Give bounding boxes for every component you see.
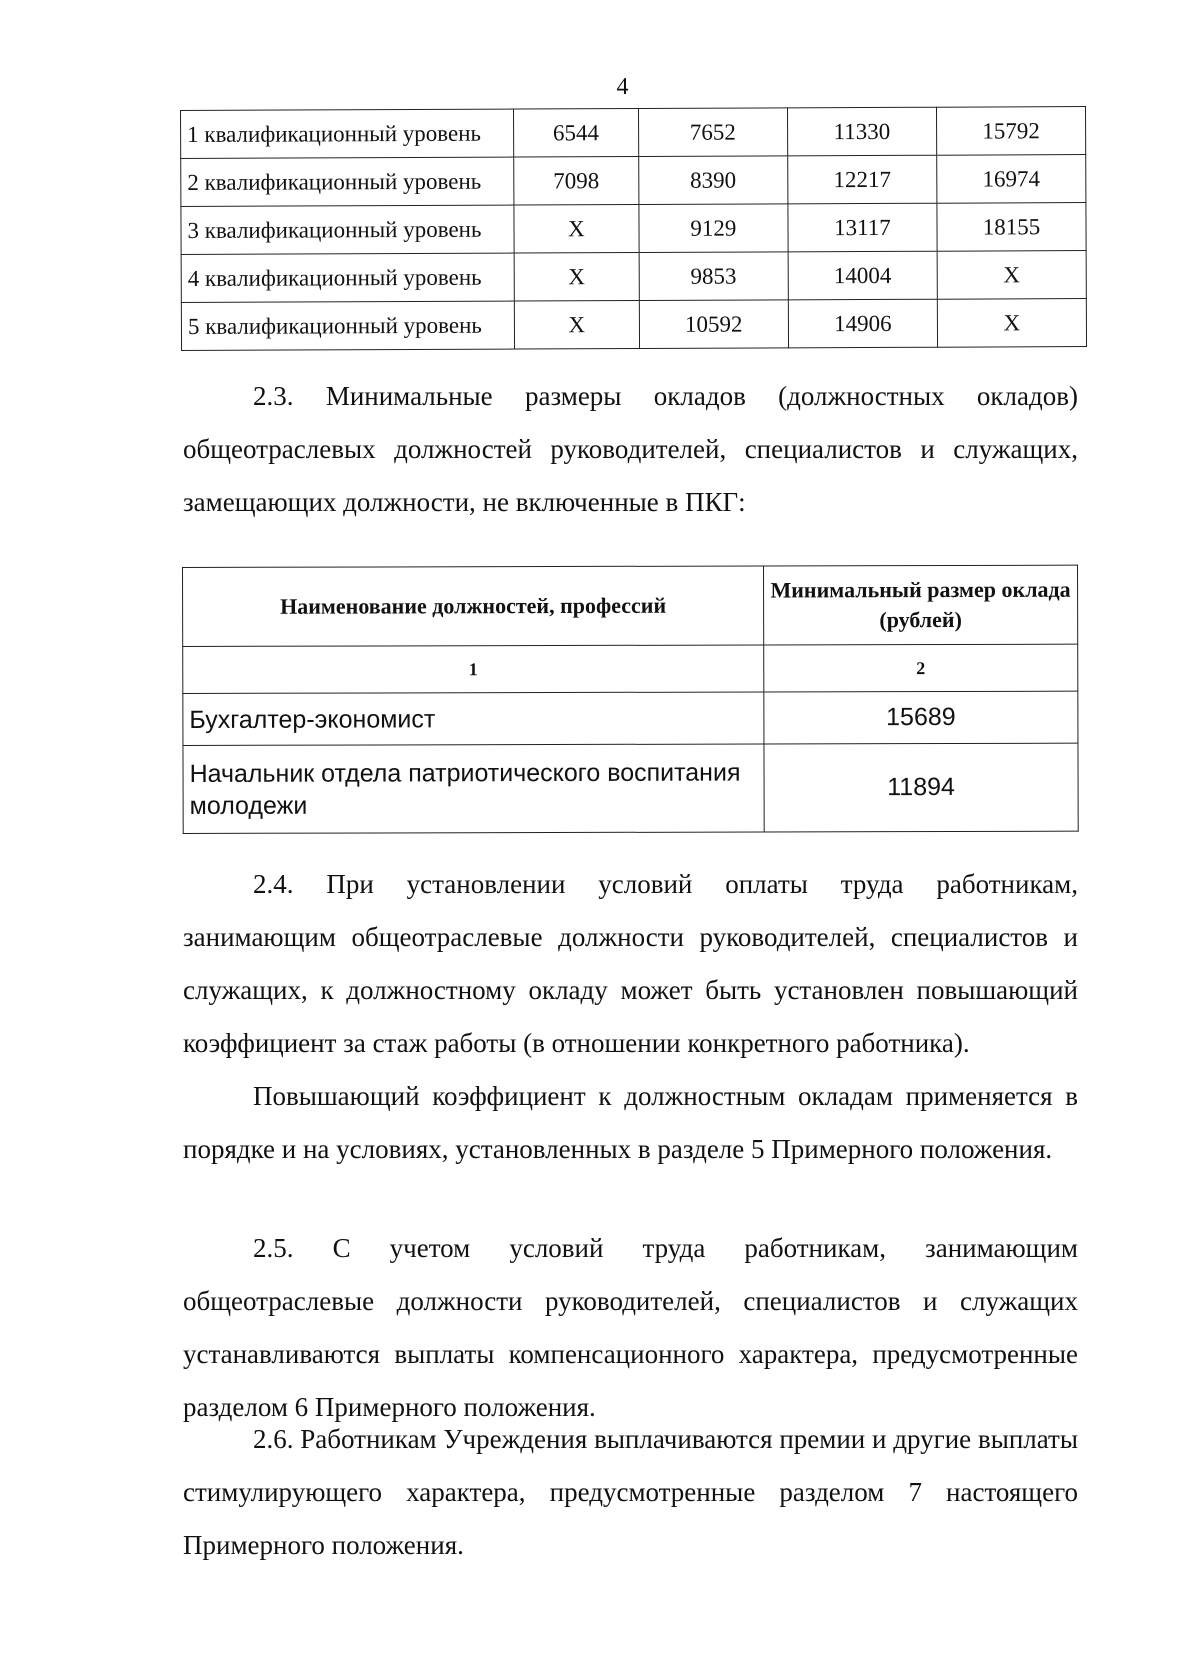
header-positions: Наименование должностей, профессий — [183, 566, 764, 647]
qualification-level: 1 квалификационный уровень — [181, 109, 514, 158]
salary-value: 7652 — [638, 108, 787, 157]
paragraph-2-3: 2.3. Минимальные размеры окладов (должностных окладов) общеотраслевых должностей руководителей, специалистов и служащих, замещающих должности, не включенные в ПКГ: — [183, 381, 1078, 517]
salary-value: Х — [514, 252, 639, 301]
salary-value: Х — [514, 300, 639, 349]
paragraph-2-6: 2.6. Работникам Учреждения выплачиваются премии и другие выплаты стимулирующего характера, предусмотренные разделом 7 настоящего Примерного положения. — [183, 1424, 1078, 1560]
table-header-row — [183, 565, 1078, 646]
table-row — [181, 299, 1086, 351]
salary-value: 6544 — [513, 109, 638, 158]
page-number: 4 — [616, 74, 629, 100]
header-min-salary: Минимальный размер оклада (рублей) — [763, 565, 1077, 645]
paragraph-2-5: 2.5. С учетом условий труда работникам, занимающим общеотраслевые должности руководителей, специалистов и служащих устанавливаются выплаты компенсационного характера, предусмотренные разделом 6 Примерного положения. — [183, 1233, 1078, 1422]
salary-value: 12217 — [788, 155, 937, 204]
positions-salary-table — [182, 565, 1079, 834]
table-row — [181, 155, 1086, 207]
table-row — [183, 743, 1078, 833]
table-row — [181, 251, 1086, 303]
salary-value: 7098 — [514, 157, 639, 206]
salary-value: 9853 — [639, 252, 788, 301]
salary-value: Х — [937, 299, 1086, 348]
column-number: 1 — [183, 645, 764, 694]
paragraph-2-4: 2.4. При установлении условий оплаты труда работникам, занимающим общеотраслевые должности руководителей, специалистов и служащих, к должностному окладу может быть установлен повышающий коэффициент за стаж работы (в отношении конкретного работника). — [183, 869, 1078, 1058]
position-name: Бухгалтер-экономист — [183, 692, 764, 746]
salary-value: Х — [937, 251, 1086, 300]
salary-value: Х — [514, 204, 639, 253]
salary-value: 8390 — [638, 156, 787, 205]
qualification-salary-table — [180, 106, 1087, 351]
salary-value: 11330 — [787, 107, 936, 156]
qualification-level: 2 квалификационный уровень — [181, 157, 514, 206]
paragraph-2-4-continued: Повышающий коэффициент к должностным окладам применяется в порядке и на условиях, установленных в разделе 5 Примерного положения. — [183, 1081, 1078, 1164]
position-name: Начальник отдела патриотического воспитания молодежи — [183, 744, 764, 834]
qualification-level: 4 квалификационный уровень — [181, 253, 514, 302]
column-number-row — [183, 644, 1078, 693]
qualification-level: 5 квалификационный уровень — [181, 301, 514, 350]
qualification-level: 3 квалификационный уровень — [181, 205, 514, 254]
salary-value: 15792 — [936, 107, 1085, 156]
position-salary: 11894 — [764, 743, 1078, 832]
salary-value: 10592 — [639, 300, 788, 349]
column-number: 2 — [764, 644, 1078, 692]
salary-value: 13117 — [788, 203, 937, 252]
salary-value: 18155 — [937, 203, 1086, 252]
table-row — [181, 203, 1086, 255]
salary-value: 16974 — [937, 155, 1086, 204]
table-row — [181, 107, 1086, 159]
salary-value: 14906 — [788, 299, 937, 348]
salary-value: 9129 — [639, 204, 788, 253]
table-row — [183, 691, 1078, 745]
position-salary: 15689 — [764, 691, 1078, 744]
salary-value: 14004 — [788, 251, 937, 300]
